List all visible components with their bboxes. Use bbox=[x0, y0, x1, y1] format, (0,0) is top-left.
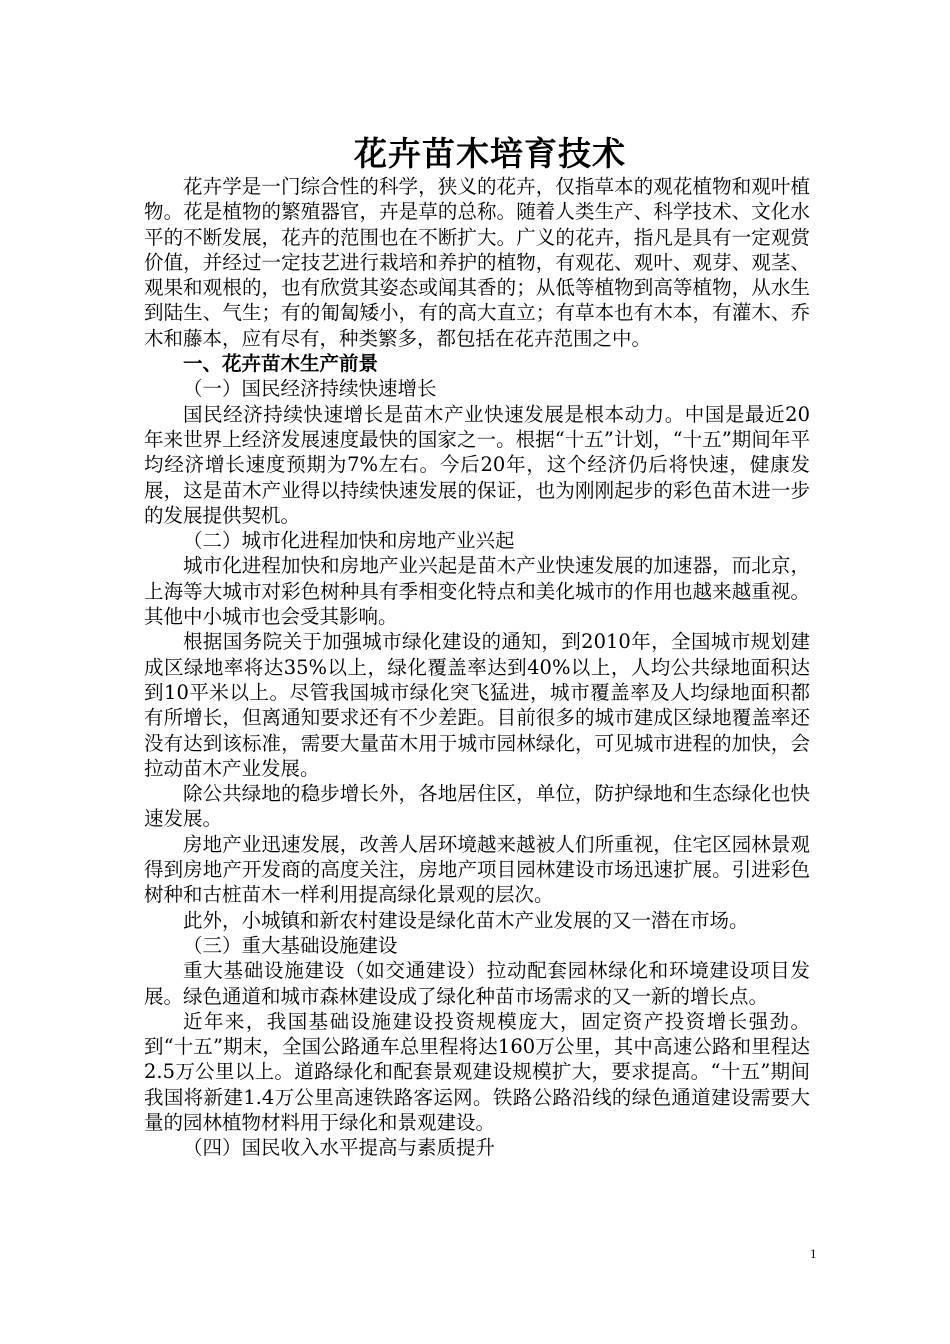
paragraph: 国民经济持续快速增长是苗木产业快速发展是根本动力。中国是最近20年来世界上经济发展速度最快的国家之一。根据“十五”计划，“十五”期间年平均经济增长速度预期为7%左右。今后20年，这个经济仍后将快速，健康发展，这是苗木产业得以持续快速发展的保证，也为刚刚起步的彩色苗木进一步的发展提供契机。 bbox=[144, 402, 810, 527]
paragraph: 除公共绿地的稳步增长外，各地居住区，单位，防护绿地和生态绿化也快速发展。 bbox=[144, 782, 810, 831]
paragraph: 此外，小城镇和新农村建设是绿化苗木产业发展的又一潜在市场。 bbox=[183, 908, 749, 932]
subsection-heading: （二）城市化进程加快和房地产业兴起 bbox=[183, 529, 515, 553]
subsection-heading: （四）国民收入水平提高与素质提升 bbox=[183, 1136, 496, 1160]
document-body bbox=[144, 174, 810, 1161]
paragraph: 根据国务院关于加强城市绿化建设的通知，到2010年，全国城市规划建成区绿地率将达35%以上，绿化覆盖率达到40%以上，人均公共绿地面积达到10平米以上。尽管我国城市绿化突飞猛进，城市覆盖率及人均绿地面积都有所增长，但离通知要求还有不少差距。目前很多的城市建成区绿地覆盖率还没有达到该标准，需要大量苗木用于城市园林绿化，可见城市进程的加快，会拉动苗木产业发展。 bbox=[144, 630, 810, 780]
paragraph: 花卉学是一门综合性的科学，狭义的花卉，仅指草本的观花植物和观叶植物。花是植物的繁殖器官，卉是草的总称。随着人类生产、科学技术、文化水平的不断发展，花卉的范围也在不断扩大。广义的花卉，指凡是具有一定观赏价值，并经过一定技艺进行栽培和养护的植物，有观花、观叶、观芽、观茎、观果和观根的，也有欣赏其姿态或闻其香的；从低等植物到高等植物，从水生到陆生、气生；有的匍匐矮小，有的高大直立；有草本也有木本，有灌木、乔木和藤本，应有尽有，种类繁多，都包括在花卉范围之中。 bbox=[144, 175, 810, 350]
subsection-heading: （一）国民经济持续快速增长 bbox=[183, 377, 437, 401]
paragraph: 重大基础设施建设（如交通建设）拉动配套园林绿化和环境建设项目发展。绿色通道和城市森林建设成了绿化种苗市场需求的又一新的增长点。 bbox=[144, 959, 810, 1008]
paragraph: 近年来，我国基础设施建设投资规模庞大，固定资产投资增长强劲。到“十五”期末，全国公路通车总里程将达160万公里，其中高速公路和里程达2.5万公里以上。道路绿化和配套景观建设规模扩大，要求提高。“十五”期间我国将新建1.4万公里高速铁路客运网。铁路公路沿线的绿色通道建设需要大量的园林植物材料用于绿化和景观建设。 bbox=[144, 1009, 810, 1134]
paragraph: 城市化进程加快和房地产业兴起是苗木产业快速发展的加速器，而北京，上海等大城市对彩色树种具有季相变化特点和美化城市的作用也越来越重视。其他中小城市也会受其影响。 bbox=[144, 554, 810, 629]
section-heading: 一、花卉苗木生产前景 bbox=[183, 352, 379, 376]
paragraph: 房地产业迅速发展，改善人居环境越来越被人们所重视，住宅区园林景观得到房地产开发商的高度关注，房地产项目园林建设市场迅速扩展。引进彩色树种和古桩苗木一样利用提高绿化景观的层次。 bbox=[144, 832, 810, 907]
page-number: 1 bbox=[810, 1246, 817, 1261]
document-title: 花卉苗木培育技术 bbox=[354, 134, 626, 173]
subsection-heading: （三）重大基础设施建设 bbox=[183, 933, 398, 957]
